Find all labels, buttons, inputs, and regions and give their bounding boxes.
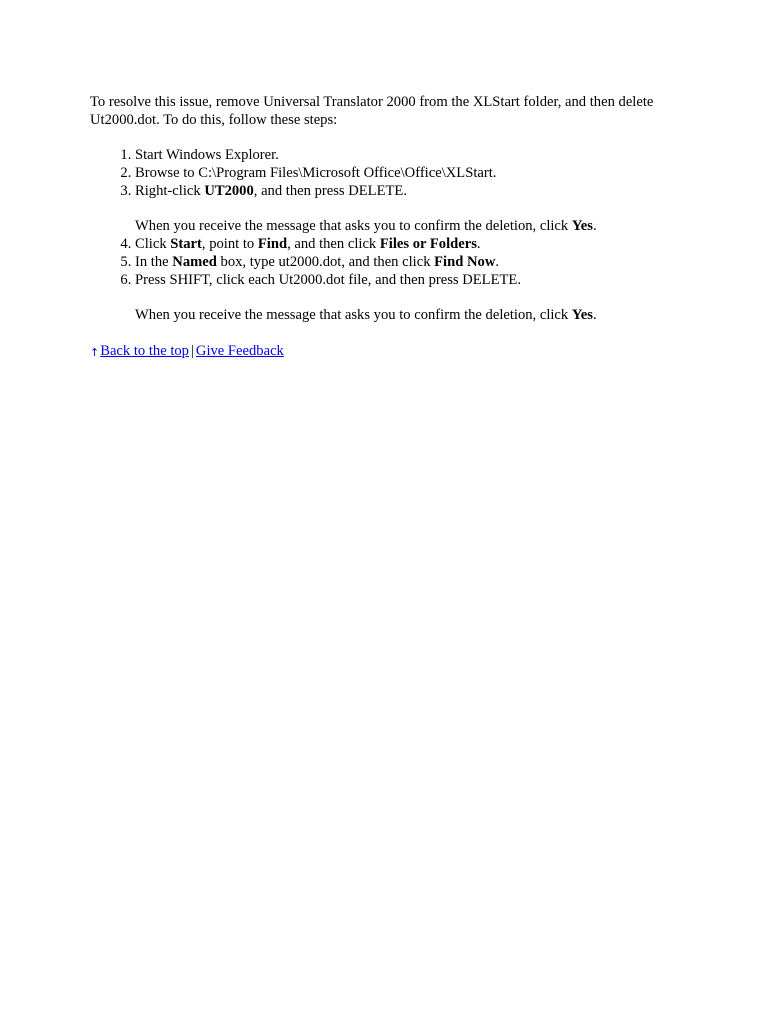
- step-3-note-yes: Yes: [571, 218, 593, 234]
- intro-paragraph: To resolve this issue, remove Universal Translator 2000 from the XLStart folder, and then delete Ut2000.dot. To do this, follow these steps:: [90, 94, 654, 128]
- step-4-text-2: , point to: [201, 236, 258, 252]
- step-4-bold-start: Start: [170, 236, 202, 252]
- footer-links: [90, 342, 690, 361]
- list-item-step-4: [135, 235, 690, 253]
- step-5-text-1: In the: [135, 254, 173, 270]
- link-separator: |: [190, 343, 194, 359]
- step-3-text-post: , and then press DELETE.: [253, 183, 407, 199]
- up-arrow-icon[interactable]: ↑: [90, 346, 100, 359]
- list-item-step-1: [135, 146, 690, 164]
- step-3-note-pre: When you receive the message that asks you to confirm the deletion, click: [135, 218, 572, 234]
- article-body: [90, 93, 690, 361]
- step-3-text-pre: Right-click: [135, 183, 205, 199]
- step-2-text: Browse to C:\Program Files\Microsoft Office\Office\XLStart.: [135, 165, 497, 181]
- step-5-bold-named: Named: [172, 254, 217, 270]
- step-3-bold-ut2000: UT2000: [204, 183, 254, 199]
- step-4-bold-files-or-folders: Files or Folders: [379, 236, 477, 252]
- step-3-confirm-note: [135, 217, 690, 235]
- steps-list: [90, 146, 690, 324]
- step-4-text-3: , and then click: [287, 236, 380, 252]
- step-5-bold-find-now: Find Now: [434, 254, 496, 270]
- step-5-text-3: .: [495, 254, 500, 270]
- step-6-note-yes: Yes: [571, 307, 593, 323]
- list-item-step-2: [135, 164, 690, 182]
- step-1-text: Start Windows Explorer.: [135, 147, 279, 163]
- step-6-note-pre: When you receive the message that asks you to confirm the deletion, click: [135, 307, 572, 323]
- step-6-confirm-note: [135, 306, 690, 324]
- step-4-text-1: Click: [135, 236, 171, 252]
- list-item-step-6: [135, 271, 690, 324]
- step-4-text-4: .: [476, 236, 481, 252]
- step-3-note-post: .: [592, 218, 597, 234]
- back-to-top-link[interactable]: Back to the top: [100, 343, 189, 359]
- step-6-note-post: .: [592, 307, 597, 323]
- give-feedback-link[interactable]: Give Feedback: [195, 343, 284, 359]
- step-4-bold-find: Find: [257, 236, 288, 252]
- step-5-text-2: box, type ut2000.dot, and then click: [216, 254, 435, 270]
- list-item-step-5: [135, 253, 690, 271]
- step-6-text: Press SHIFT, click each Ut2000.dot file, and then press DELETE.: [135, 272, 521, 288]
- list-item-step-3: [135, 182, 690, 235]
